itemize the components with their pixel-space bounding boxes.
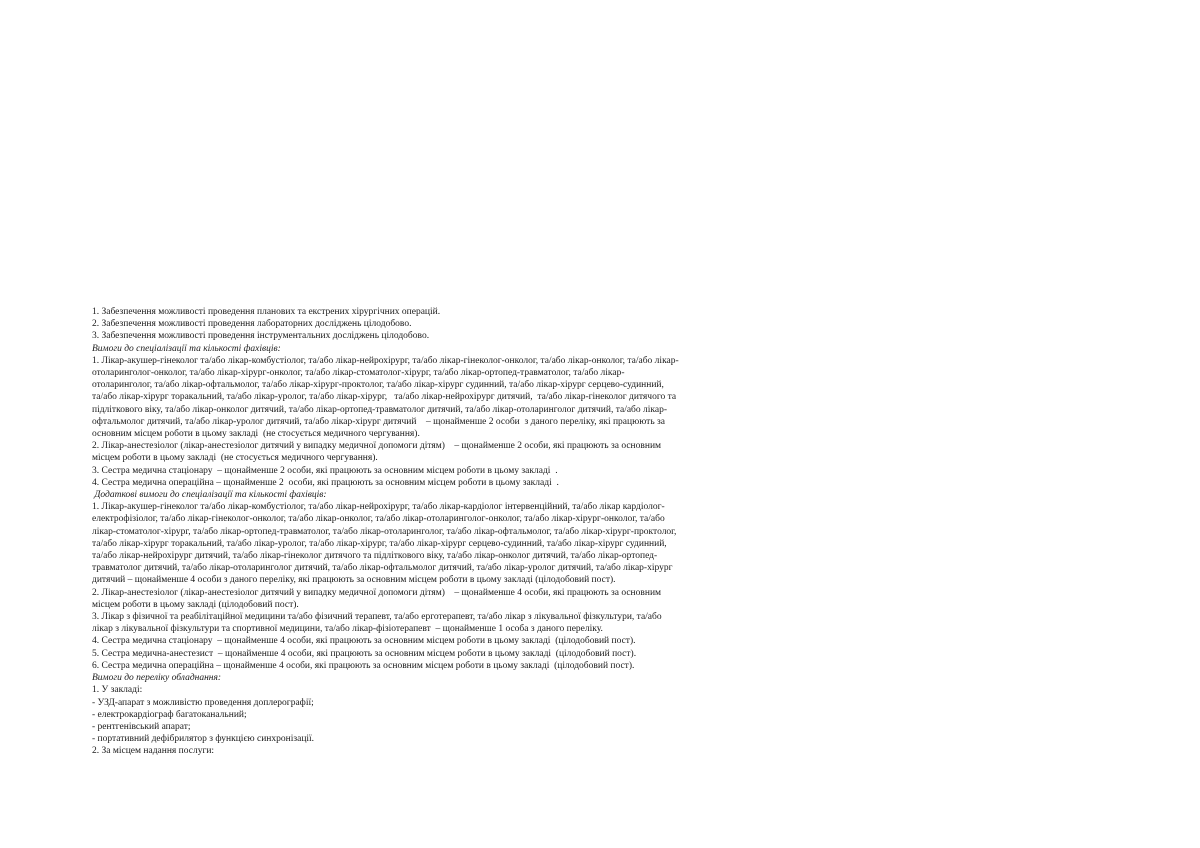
- text-line: та/або лікар-хірург торакальний, та/або лікар-уролог, та/або лікар-хірург, та/або лікар-нейрохірург дитячий, та/або лікар-гінеколог дитячого та: [92, 392, 677, 403]
- text-line: 6. Сестра медична операційна – щонайменше 4 особи, які працюють за основним місцем роботи в цьому закладі (цілодобовий пост).: [92, 660, 635, 671]
- text-line: отоларинголог, та/або лікар-офтальмолог, та/або лікар-хірург-проктолог, та/або лікар-хірург судинний, та/або лікар-хірург серцево-судинний,: [92, 380, 664, 391]
- text-line: дитячий – щонайменше 4 особи з даного переліку, які працюють за основним місцем роботи в цьому закладі (цілодобовий пост).: [92, 575, 616, 586]
- text-line: отоларинголог-онколог, та/або лікар-хірург-онколог, та/або лікар-стоматолог-хірург, та/або лікар-ортопед-травматолог, та/або лікар-: [92, 368, 625, 379]
- text-line: 1. У закладі:: [92, 685, 143, 696]
- text-line: 2. Лікар-анестезіолог (лікар-анестезіолог дитячий у випадку медичної допомоги дітям) – щонайменше 4 особи, які працюють за основним: [92, 587, 662, 598]
- text-line: та/або лікар-хірург торакальний, та/або лікар-уролог, та/або лікар-хірург, та/або лікар-хірург серцево-судинний, та/або лікар-хірург судинний,: [92, 538, 667, 549]
- text-line: 3. Лікар з фізичної та реабілітаційної медицини та/або фізичний терапевт, та/або ерготерапевт, та/або лікар з лікувальної фізкультури, та/або: [92, 612, 662, 623]
- text-line: 1. Лікар-акушер-гінеколог та/або лікар-комбустіолог, та/або лікар-нейрохірург, та/або лікар-кардіолог інтервенційний, та/або лікар кардіолог-: [92, 502, 665, 513]
- text-line: підліткового віку, та/або лікар-онколог дитячий, та/або лікар-ортопед-травматолог дитячий, та/або лікар-отоларинголог дитячий, та/або лікар-: [92, 404, 667, 415]
- text-line: 4. Сестра медична стаціонару – щонайменше 4 особи, які працюють за основним місцем роботи в цьому закладі (цілодобовий пост).: [92, 636, 636, 647]
- text-line: електрофізіолог, та/або лікар-гінеколог-онколог, та/або лікар-онколог, та/або лікар-отоларинголог-онколог, та/або лікар-хірург-онколог, та/або: [92, 514, 665, 525]
- section-heading: Додаткові вимоги до спеціалізації та кількості фахівців:: [92, 490, 327, 501]
- text-line: 1. Забезпечення можливості проведення планових та екстрених хірургічних операцій.: [92, 307, 441, 317]
- text-line: лікар з лікувальної фізкультури та спортивної медицини, та/або лікар-фізіотерапевт – щонайменше 1 особа з даного переліку.: [92, 624, 603, 635]
- text-line: - рентгенівський апарат;: [92, 721, 191, 732]
- text-line: 5. Сестра медична-анестезист – щонайменше 4 особи, які працюють за основним місцем роботи в цьому закладі (цілодобовий пост).: [92, 648, 637, 659]
- text-line: лікар-стоматолог-хірург, та/або лікар-ортопед-травматолог, та/або лікар-отоларинголог, та/або лікар-офтальмолог, та/або лікар-хірург-проктолог,: [92, 526, 677, 537]
- text-line: 2. Лікар-анестезіолог (лікар-анестезіолог дитячий у випадку медичної допомоги дітям) – щонайменше 2 особи, які працюють за основним: [92, 441, 662, 452]
- text-line: травматолог дитячий, та/або лікар-отоларинголог дитячий, та/або лікар-офтальмолог дитячий, та/або лікар-уролог дитячий, та/або лікар-хірург: [92, 563, 673, 574]
- document-body: [92, 306, 782, 758]
- section-heading: Вимоги до переліку обладнання:: [92, 673, 222, 684]
- text-line: - електрокардіограф багатоканальний;: [92, 709, 247, 720]
- text-line: основним місцем роботи в цьому закладі (не стосується медичного чергування).: [92, 429, 420, 440]
- text-line: та/або лікар-нейрохірург дитячий, та/або лікар-гінеколог дитячого та підліткового віку, та/або лікар-онколог дитячий, та/або лікар-ортопед-: [92, 551, 658, 562]
- text-line: - УЗД-апарат з можливістю проведення доплерографії;: [92, 697, 314, 708]
- text-line: 3. Забезпечення можливості проведення інструментальних досліджень цілодобово.: [92, 331, 430, 342]
- text-line: 3. Сестра медична стаціонару – щонайменше 2 особи, які працюють за основним місцем роботи в цьому закладі .: [92, 465, 558, 476]
- text-line: 4. Сестра медична операційна – щонайменше 2 особи, які працюють за основним місцем роботи в цьому закладі .: [92, 477, 559, 488]
- section-heading: Вимоги до спеціалізації та кількості фахівців:: [92, 343, 281, 354]
- text-line: місцем роботи в цьому закладі (не стосується медичного чергування).: [92, 453, 378, 464]
- text-line: - портативний дефібрилятор з функцією синхронізації.: [92, 734, 315, 745]
- text-line: 2. Забезпечення можливості проведення лабораторних досліджень цілодобово.: [92, 319, 412, 330]
- text-line: офтальмолог дитячий, та/або лікар-уролог дитячий, та/або лікар-хірург дитячий – щонайменше 2 особи з даного переліку, які працюють за: [92, 416, 666, 427]
- text-line: 2. За місцем надання послуги:: [92, 746, 215, 757]
- text-line: місцем роботи в цьому закладі (цілодобовий пост).: [92, 599, 299, 610]
- text-line: 1. Лікар-акушер-гінеколог та/або лікар-комбустіолог, та/або лікар-нейрохірург, та/або лікар-гінеколог-онколог, та/або лікар-онколог, та/або лікар-: [92, 355, 679, 366]
